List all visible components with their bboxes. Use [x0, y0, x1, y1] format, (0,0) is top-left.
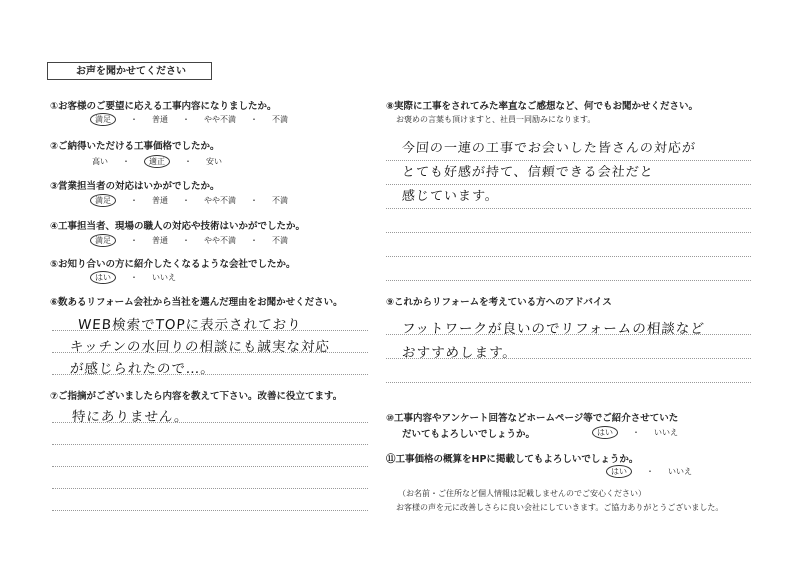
option-selected[interactable]: 満足 [90, 234, 116, 247]
option[interactable]: 不満 [272, 236, 288, 245]
handwritten-answer: WEB検索でTOPに表示されており [77, 317, 303, 333]
answer-line [386, 382, 751, 383]
question-8-subtext: お褒めの言葉も頂けますと、社員一同励みになります。 [396, 115, 596, 124]
handwritten-answer: 特にありません。 [71, 409, 190, 425]
question-6: ⑥数あるリフォーム会社から当社を選んだ理由をお聞かせください。 [50, 297, 343, 308]
option-selected[interactable]: 満足 [90, 194, 116, 207]
option[interactable]: いいえ [152, 273, 176, 282]
option[interactable]: やや不満 [204, 196, 236, 205]
closing-note: お客様の声を元に改善しさらに良い会社にしていきます。ご協力ありがとうございました。 [396, 503, 724, 512]
handwritten-answer: 感じています。 [401, 189, 500, 204]
answer-options-5: はい ・ いいえ [90, 271, 176, 284]
handwritten-answer: おすすめします。 [401, 345, 518, 361]
option-selected[interactable]: はい [592, 426, 618, 439]
option[interactable]: 普通 [152, 196, 168, 205]
question-1: ①お客様のご要望に応える工事内容になりましたか。 [50, 101, 277, 112]
answer-line [52, 466, 368, 467]
handwritten-answer: 今回の一連の工事でお会いした皆さんの対応が [401, 141, 697, 156]
option[interactable]: 不満 [272, 196, 288, 205]
answer-options-1: 満足 ・ 普通 ・ やや不満 ・ 不満 [90, 113, 288, 126]
question-10: ⑩工事内容やアンケート回答などホームページ等でご紹介させていた [386, 413, 679, 424]
question-4: ④工事担当者、現場の職人の対応や技術はいかがでしたか。 [50, 221, 306, 232]
page-title: お声を聞かせてください [47, 62, 212, 80]
question-7: ⑦ご指摘がございましたら内容を教えて下さい。改善に役立てます。 [50, 391, 343, 402]
answer-options-11: はい ・ いいえ [606, 465, 692, 478]
option-selected[interactable]: はい [90, 271, 116, 284]
option[interactable]: やや不満 [204, 236, 236, 245]
option-selected[interactable]: 適正 [144, 155, 170, 168]
option[interactable]: 高い [92, 157, 108, 166]
option[interactable]: 安い [206, 157, 222, 166]
question-9: ⑨これからリフォームを考えている方へのアドバイス [386, 297, 612, 308]
answer-line [52, 444, 368, 445]
answer-options-10: はい ・ いいえ [592, 426, 678, 439]
question-11: ⑪工事価格の概算をHPに掲載してもよろしいでしょうか。 [386, 454, 639, 465]
option-selected[interactable]: はい [606, 465, 632, 478]
option[interactable]: やや不満 [204, 115, 236, 124]
answer-options-2: 高い ・ 適正 ・ 安い [92, 157, 222, 166]
handwritten-answer: が感じられたので…。 [69, 361, 216, 377]
handwritten-answer: キッチンの水回りの相談にも誠実な対応 [69, 339, 331, 355]
option[interactable]: いいえ [668, 467, 692, 476]
answer-line [386, 232, 751, 233]
answer-line [386, 208, 751, 209]
option[interactable]: いいえ [654, 428, 678, 437]
answer-options-4: 満足 ・ 普通 ・ やや不満 ・ 不満 [90, 234, 288, 247]
option[interactable]: 普通 [152, 115, 168, 124]
option[interactable]: 不満 [272, 115, 288, 124]
question-2: ②ご納得いただける工事価格でしたか。 [50, 141, 220, 152]
privacy-note: （お名前・ご住所など個人情報は記載しませんのでご安心ください） [398, 489, 646, 498]
answer-line [386, 256, 751, 257]
answer-line [52, 488, 368, 489]
option-selected[interactable]: 満足 [90, 113, 116, 126]
handwritten-answer: フットワークが良いのでリフォームの相談など [401, 321, 706, 337]
question-3: ③営業担当者の対応はいかがでしたか。 [50, 181, 220, 192]
option[interactable]: 普通 [152, 236, 168, 245]
question-8: ⑧実際に工事をされてみた率直なご感想など、何でもお聞かせください。 [386, 101, 699, 112]
answer-options-3: 満足 ・ 普通 ・ やや不満 ・ 不満 [90, 194, 288, 207]
question-10-cont: だいてもよろしいでしょうか。 [402, 429, 536, 440]
handwritten-answer: とても好感が持て、信頼できる会社だと [401, 165, 655, 180]
answer-line [386, 280, 751, 281]
question-5: ⑤お知り合いの方に紹介したくなるような会社でしたか。 [50, 259, 296, 270]
answer-line [52, 510, 368, 511]
